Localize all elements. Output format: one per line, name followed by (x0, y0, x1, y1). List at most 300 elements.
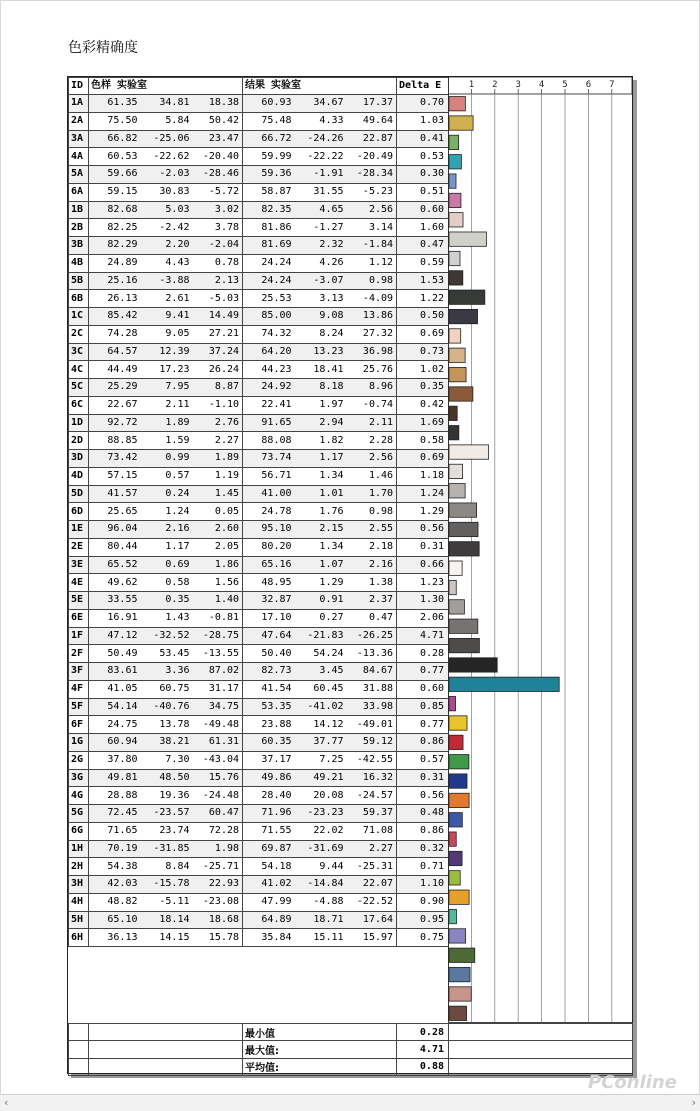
sample-a: 13.78 (141, 716, 193, 734)
chart-bar (449, 658, 497, 672)
result-b: -13.36 (347, 645, 397, 663)
result-l: 65.16 (243, 556, 295, 574)
chart-bar (449, 174, 456, 188)
delta-e-value: 0.42 (397, 396, 449, 414)
color-accuracy-report (67, 76, 633, 1074)
sample-l: 92.72 (89, 414, 141, 432)
result-a: 18.41 (295, 361, 347, 379)
patch-id: 5H (69, 911, 89, 929)
delta-e-value: 0.86 (397, 734, 449, 752)
sample-b: 60.47 (193, 805, 243, 823)
delta-e-value: 0.77 (397, 663, 449, 681)
table-row (69, 627, 449, 645)
result-b: 2.56 (347, 201, 397, 219)
delta-e-value: 0.56 (397, 787, 449, 805)
result-l: 24.92 (243, 379, 295, 397)
patch-id: 4A (69, 148, 89, 166)
sample-a: 7.30 (141, 751, 193, 769)
patch-id: 4H (69, 893, 89, 911)
sample-a: 0.58 (141, 574, 193, 592)
sample-a: 7.95 (141, 379, 193, 397)
result-a: -1.91 (295, 166, 347, 184)
patch-id: 4G (69, 787, 89, 805)
scroll-right-icon[interactable]: › (691, 1096, 696, 1109)
patch-id: 1B (69, 201, 89, 219)
result-b: 8.96 (347, 379, 397, 397)
result-b: 2.56 (347, 450, 397, 468)
result-b: 59.12 (347, 734, 397, 752)
result-b: 1.12 (347, 254, 397, 272)
chart-bar (449, 484, 465, 498)
result-b: 49.64 (347, 112, 397, 130)
sample-b: 2.76 (193, 414, 243, 432)
delta-e-value: 1.29 (397, 503, 449, 521)
sample-a: 12.39 (141, 343, 193, 361)
result-b: 17.64 (347, 911, 397, 929)
result-b: 33.98 (347, 698, 397, 716)
table-row (69, 290, 449, 308)
result-l: 41.54 (243, 680, 295, 698)
result-b: -28.34 (347, 166, 397, 184)
table-row (69, 343, 449, 361)
result-b: 2.16 (347, 556, 397, 574)
sample-l: 59.15 (89, 183, 141, 201)
delta-e-chart-svg (448, 77, 632, 1023)
patch-id: 2G (69, 751, 89, 769)
result-l: 82.73 (243, 663, 295, 681)
summary-value: 0.28 (397, 1024, 449, 1041)
patch-id: 5C (69, 379, 89, 397)
sample-a: -25.06 (141, 130, 193, 148)
patch-id: 6G (69, 822, 89, 840)
result-l: 74.32 (243, 325, 295, 343)
table-row (69, 680, 449, 698)
sample-l: 74.28 (89, 325, 141, 343)
table-row (69, 609, 449, 627)
table-row (69, 840, 449, 858)
sample-l: 24.89 (89, 254, 141, 272)
summary-row (69, 1058, 633, 1075)
sample-a: -15.78 (141, 876, 193, 894)
table-row (69, 556, 449, 574)
sample-l: 37.80 (89, 751, 141, 769)
delta-e-value: 0.59 (397, 254, 449, 272)
summary-row (69, 1024, 633, 1041)
table-row (69, 876, 449, 894)
table-row (69, 254, 449, 272)
sample-l: 49.81 (89, 769, 141, 787)
result-l: 35.84 (243, 929, 295, 947)
delta-e-value: 1.10 (397, 876, 449, 894)
sample-b: -20.40 (193, 148, 243, 166)
result-b: 25.76 (347, 361, 397, 379)
result-l: 64.89 (243, 911, 295, 929)
result-b: -49.01 (347, 716, 397, 734)
sample-b: 31.17 (193, 680, 243, 698)
chart-bar (449, 735, 463, 749)
sample-l: 25.29 (89, 379, 141, 397)
summary-chart-blank (449, 1024, 633, 1041)
patch-id: 6B (69, 290, 89, 308)
sample-b: 1.98 (193, 840, 243, 858)
result-a: 1.29 (295, 574, 347, 592)
chart-bar (449, 116, 473, 130)
result-l: 50.40 (243, 645, 295, 663)
result-a: 1.17 (295, 450, 347, 468)
chart-tick-label: 6 (585, 80, 592, 90)
result-a: 1.34 (295, 467, 347, 485)
result-b: 59.37 (347, 805, 397, 823)
summary-value: 4.71 (397, 1041, 449, 1058)
chart-bar (449, 445, 489, 459)
sample-l: 54.38 (89, 858, 141, 876)
result-a: 31.55 (295, 183, 347, 201)
result-l: 53.35 (243, 698, 295, 716)
result-l: 81.69 (243, 237, 295, 255)
result-l: 60.93 (243, 95, 295, 113)
table-row (69, 645, 449, 663)
result-l: 59.36 (243, 166, 295, 184)
delta-e-value: 0.60 (397, 680, 449, 698)
header-id: ID (69, 78, 89, 95)
patch-id: 1A (69, 95, 89, 113)
result-b: 22.87 (347, 130, 397, 148)
result-a: 8.18 (295, 379, 347, 397)
patch-id: 1C (69, 308, 89, 326)
scroll-left-icon[interactable]: ‹ (4, 1096, 9, 1109)
chart-bar (449, 774, 467, 788)
sample-a: 30.83 (141, 183, 193, 201)
table-row (69, 893, 449, 911)
result-l: 81.86 (243, 219, 295, 237)
sample-l: 57.15 (89, 467, 141, 485)
summary-blank (69, 1058, 89, 1075)
result-b: 15.97 (347, 929, 397, 947)
result-b: -24.57 (347, 787, 397, 805)
sample-a: 0.69 (141, 556, 193, 574)
patch-id: 5G (69, 805, 89, 823)
delta-e-value: 0.30 (397, 166, 449, 184)
sample-l: 65.52 (89, 556, 141, 574)
delta-e-value: 1.18 (397, 467, 449, 485)
sample-b: -1.10 (193, 396, 243, 414)
result-b: 3.14 (347, 219, 397, 237)
delta-e-value: 0.31 (397, 538, 449, 556)
sample-a: 5.84 (141, 112, 193, 130)
sample-a: 23.74 (141, 822, 193, 840)
sample-a: 1.24 (141, 503, 193, 521)
chart-bar (449, 464, 463, 478)
result-a: 2.15 (295, 521, 347, 539)
sample-b: 1.56 (193, 574, 243, 592)
summary-row (69, 1041, 633, 1058)
table-row (69, 130, 449, 148)
sample-b: 1.45 (193, 485, 243, 503)
delta-e-value: 0.41 (397, 130, 449, 148)
sample-l: 65.10 (89, 911, 141, 929)
horizontal-scrollbar[interactable] (0, 1094, 700, 1111)
sample-b: 8.87 (193, 379, 243, 397)
sample-a: -3.88 (141, 272, 193, 290)
sample-l: 33.55 (89, 592, 141, 610)
sample-l: 59.66 (89, 166, 141, 184)
chart-bar (449, 135, 459, 149)
sample-a: -32.52 (141, 627, 193, 645)
delta-e-value: 0.32 (397, 840, 449, 858)
summary-label: 平均值: (243, 1058, 397, 1075)
delta-e-value: 0.53 (397, 148, 449, 166)
chart-bar (449, 909, 456, 923)
chart-bar (449, 522, 478, 536)
chart-bar (449, 213, 463, 227)
result-l: 41.02 (243, 876, 295, 894)
result-a: 0.91 (295, 592, 347, 610)
delta-e-value: 1.30 (397, 592, 449, 610)
patch-id: 4C (69, 361, 89, 379)
result-l: 82.35 (243, 201, 295, 219)
sample-a: 0.24 (141, 485, 193, 503)
result-l: 24.78 (243, 503, 295, 521)
chart-bar (449, 967, 470, 981)
chart-bar (449, 987, 471, 1001)
result-a: 37.77 (295, 734, 347, 752)
table-row (69, 201, 449, 219)
result-a: 3.45 (295, 663, 347, 681)
sample-b: 27.21 (193, 325, 243, 343)
table-row (69, 787, 449, 805)
table-row (69, 929, 449, 947)
result-l: 88.08 (243, 432, 295, 450)
delta-e-value: 1.03 (397, 112, 449, 130)
patch-id: 3D (69, 450, 89, 468)
chart-bar (449, 155, 461, 169)
sample-l: 80.44 (89, 538, 141, 556)
result-a: 15.11 (295, 929, 347, 947)
sample-b: -2.04 (193, 237, 243, 255)
sample-l: 26.13 (89, 290, 141, 308)
table-row (69, 325, 449, 343)
patch-id: 2C (69, 325, 89, 343)
sample-a: 0.99 (141, 450, 193, 468)
result-b: -26.25 (347, 627, 397, 645)
sample-a: 1.59 (141, 432, 193, 450)
result-b: 2.28 (347, 432, 397, 450)
sample-l: 83.61 (89, 663, 141, 681)
sample-b: -24.48 (193, 787, 243, 805)
results-table (68, 77, 449, 947)
result-a: 4.26 (295, 254, 347, 272)
patch-id: 1H (69, 840, 89, 858)
table-row (69, 698, 449, 716)
sample-l: 44.49 (89, 361, 141, 379)
sample-a: -22.62 (141, 148, 193, 166)
sample-b: 2.13 (193, 272, 243, 290)
delta-e-value: 0.71 (397, 858, 449, 876)
table-row (69, 166, 449, 184)
sample-l: 75.50 (89, 112, 141, 130)
sample-a: 8.84 (141, 858, 193, 876)
table-row (69, 858, 449, 876)
result-l: 22.41 (243, 396, 295, 414)
patch-id: 1D (69, 414, 89, 432)
summary-blank (69, 1024, 89, 1041)
table-row (69, 503, 449, 521)
sample-b: -25.71 (193, 858, 243, 876)
report-sheet (67, 76, 633, 1074)
result-b: 0.47 (347, 609, 397, 627)
result-l: 64.20 (243, 343, 295, 361)
sample-b: 1.40 (193, 592, 243, 610)
result-a: 3.13 (295, 290, 347, 308)
result-a: -22.22 (295, 148, 347, 166)
result-l: 60.35 (243, 734, 295, 752)
result-l: 44.23 (243, 361, 295, 379)
sample-b: 2.05 (193, 538, 243, 556)
patch-id: 3E (69, 556, 89, 574)
result-b: -4.09 (347, 290, 397, 308)
table-row (69, 538, 449, 556)
patch-id: 2D (69, 432, 89, 450)
result-l: 80.20 (243, 538, 295, 556)
delta-e-value: 4.71 (397, 627, 449, 645)
patch-id: 2F (69, 645, 89, 663)
chart-tick-label: 2 (492, 80, 498, 90)
table-row (69, 237, 449, 255)
summary-label: 最大值: (243, 1041, 397, 1058)
sample-a: 48.50 (141, 769, 193, 787)
chart-tick-label: 7 (609, 80, 615, 90)
sample-l: 36.13 (89, 929, 141, 947)
delta-e-value: 1.22 (397, 290, 449, 308)
result-a: 0.27 (295, 609, 347, 627)
result-a: 1.76 (295, 503, 347, 521)
result-l: 47.64 (243, 627, 295, 645)
sample-l: 25.65 (89, 503, 141, 521)
delta-e-value: 0.69 (397, 450, 449, 468)
patch-id: 2E (69, 538, 89, 556)
result-l: 28.40 (243, 787, 295, 805)
patch-id: 3C (69, 343, 89, 361)
sample-a: 2.11 (141, 396, 193, 414)
result-a: 34.67 (295, 95, 347, 113)
sample-a: 34.81 (141, 95, 193, 113)
result-b: 2.55 (347, 521, 397, 539)
table-row (69, 361, 449, 379)
result-a: 20.08 (295, 787, 347, 805)
sample-l: 85.42 (89, 308, 141, 326)
sample-a: -31.85 (141, 840, 193, 858)
chart-bar (449, 426, 459, 440)
result-a: -23.23 (295, 805, 347, 823)
sample-b: 23.47 (193, 130, 243, 148)
sample-l: 73.42 (89, 450, 141, 468)
delta-e-value: 0.28 (397, 645, 449, 663)
patch-id: 6D (69, 503, 89, 521)
sample-b: -28.75 (193, 627, 243, 645)
delta-e-value: 2.06 (397, 609, 449, 627)
chart-bar (449, 851, 462, 865)
result-b: 1.70 (347, 485, 397, 503)
chart-tick-label: 3 (515, 80, 521, 90)
result-a: 1.97 (295, 396, 347, 414)
result-l: 56.71 (243, 467, 295, 485)
result-l: 75.48 (243, 112, 295, 130)
result-a: 8.24 (295, 325, 347, 343)
sample-a: 1.43 (141, 609, 193, 627)
sample-b: 0.05 (193, 503, 243, 521)
result-l: 23.88 (243, 716, 295, 734)
result-l: 54.18 (243, 858, 295, 876)
chart-bar (449, 638, 479, 652)
result-a: 9.44 (295, 858, 347, 876)
patch-id: 5D (69, 485, 89, 503)
sample-b: 14.49 (193, 308, 243, 326)
result-l: 49.86 (243, 769, 295, 787)
delta-e-value: 0.50 (397, 308, 449, 326)
table-row (69, 272, 449, 290)
sample-l: 66.82 (89, 130, 141, 148)
chart-bar (449, 329, 461, 343)
patch-id: 4F (69, 680, 89, 698)
result-a: 2.94 (295, 414, 347, 432)
chart-bar (449, 696, 456, 710)
patch-id: 5F (69, 698, 89, 716)
chart-bar (449, 793, 469, 807)
chart-bar (449, 929, 466, 943)
delta-e-value: 0.69 (397, 325, 449, 343)
result-a: 7.25 (295, 751, 347, 769)
sample-a: 2.16 (141, 521, 193, 539)
result-b: 71.08 (347, 822, 397, 840)
result-l: 41.00 (243, 485, 295, 503)
chart-bar (449, 387, 473, 401)
chart-tick-label: 4 (538, 80, 545, 90)
sample-a: -23.57 (141, 805, 193, 823)
result-l: 17.10 (243, 609, 295, 627)
sample-l: 82.29 (89, 237, 141, 255)
delta-e-value: 0.60 (397, 201, 449, 219)
sample-l: 88.85 (89, 432, 141, 450)
table-row (69, 467, 449, 485)
chart-bar (449, 367, 466, 381)
chart-bar (449, 503, 477, 517)
sample-b: -0.81 (193, 609, 243, 627)
sample-a: -5.11 (141, 893, 193, 911)
table-row (69, 734, 449, 752)
chart-bar (449, 580, 456, 594)
delta-e-value: 0.70 (397, 95, 449, 113)
table-row (69, 751, 449, 769)
table-row (69, 95, 449, 113)
sample-l: 48.82 (89, 893, 141, 911)
sample-l: 61.35 (89, 95, 141, 113)
result-a: -3.07 (295, 272, 347, 290)
sample-b: 15.78 (193, 929, 243, 947)
sample-a: -2.03 (141, 166, 193, 184)
sample-l: 60.53 (89, 148, 141, 166)
sample-b: 18.38 (193, 95, 243, 113)
chart-bar (449, 832, 456, 846)
sample-b: 26.24 (193, 361, 243, 379)
chart-bar (449, 600, 464, 614)
delta-e-value: 1.23 (397, 574, 449, 592)
chart-bar (449, 406, 457, 420)
sample-a: 5.03 (141, 201, 193, 219)
sample-a: 0.57 (141, 467, 193, 485)
sample-a: 60.75 (141, 680, 193, 698)
delta-e-value: 1.69 (397, 414, 449, 432)
result-b: 36.98 (347, 343, 397, 361)
